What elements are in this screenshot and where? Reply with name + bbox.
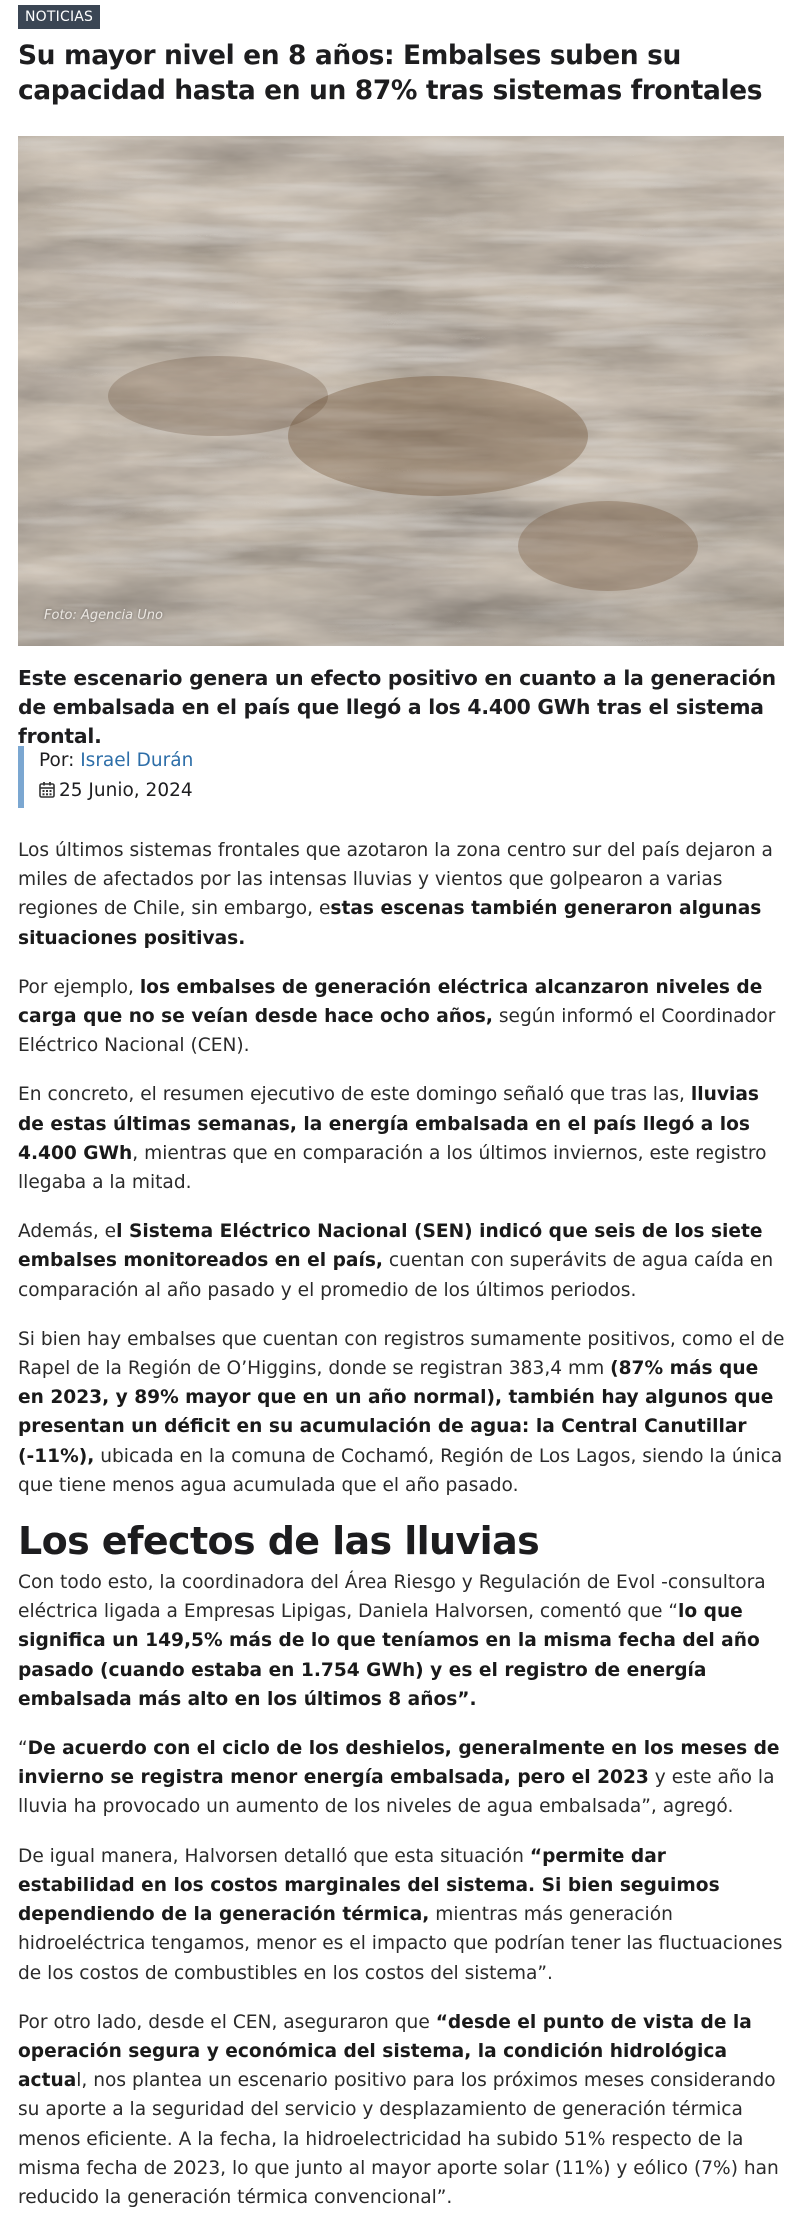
emphasis-text: De acuerdo con el ciclo de los deshielos, generalmente en los meses de invierno se registra menor energía embalsada, pero el 2023 <box>18 1738 780 1789</box>
body-paragraph <box>18 973 788 1061</box>
body-paragraph <box>18 1080 788 1197</box>
emphasis-text: lo que significa un 149,5% más de lo que teníamos en la misma fecha del año pasado (cuando estaba en 1.754 GWh) y es el registro de energía embalsada más alto en los últimos 8 años”. <box>18 1601 760 1710</box>
article-lead: Este escenario genera un efecto positivo en cuanto a la generación de embalsada en el país que llegó a los 4.400 GWh tras el sistema frontal. <box>18 666 776 748</box>
body-part-1 <box>18 836 788 1500</box>
emphasis-text: l Sistema Eléctrico Nacional (SEN) indicó que seis de los siete embalses monitoreados en el país, <box>18 1221 763 1272</box>
article-headline: Su mayor nivel en 8 años: Embalses suben su capacidad hasta en un 87% tras sistemas frontales <box>18 40 763 106</box>
paragraph-text: Además, e <box>18 1221 117 1243</box>
body-paragraph <box>18 1842 788 1988</box>
paragraph-text: ubicada en la comuna de Cochamó, Región de Los Lagos, siendo la única que tiene menos agua acumulada que el año pasado. <box>18 1445 783 1496</box>
body-part-2 <box>18 1568 788 2212</box>
paragraph-text: según informó el Coordinador Eléctrico Nacional (CEN). <box>18 1006 776 1057</box>
paragraph-text: Los últimos sistemas frontales que azotaron la zona centro sur del país dejaron a miles de afectados por las intensas lluvias y vientos que golpearon a varias regiones de Chile, sin embargo, e <box>18 840 773 920</box>
author-prefix: Por: <box>39 750 81 771</box>
emphasis-text: (87% más que en 2023, y 89% mayor que en un año normal), también hay algunos que presentan un déficit en su acumulación de agua: la Central Canutillar (-11%), <box>18 1358 774 1467</box>
section-title: Los efectos de las lluvias <box>18 1519 540 1564</box>
author-link[interactable]: Israel Durán <box>80 750 194 771</box>
emphasis-text: “desde el punto de vista de la operación segura y económica del sistema, la condición hidrológica actua <box>18 2011 752 2092</box>
body-paragraph <box>18 2008 788 2212</box>
emphasis-text: “permite dar estabilidad en los costos marginales del sistema. Si bien seguimos dependiendo de la generación térmica, <box>18 1845 720 1926</box>
category-badge[interactable]: NOTICIAS <box>18 5 100 29</box>
calendar-icon <box>39 778 55 808</box>
emphasis-text: stas escenas también generaron algunas situaciones positivas. <box>18 898 762 949</box>
date-line <box>39 776 193 808</box>
body-paragraph <box>18 836 788 953</box>
body-paragraph <box>18 1568 788 1714</box>
emphasis-text: lluvias de estas últimas semanas, la energía embalsada en el país llegó a los 4.400 GWh <box>18 1084 759 1164</box>
paragraph-text: mientras más generación hidroeléctrica tengamos, menor es el impacto que podrían tener las fluctuaciones de los costos de combustibles en los costos del sistema”. <box>18 1904 783 1984</box>
body-paragraph <box>18 1734 788 1822</box>
paragraph-text: Si bien hay embalses que cuentan con registros sumamente positivos, como el de Rapel de la Región de O’Higgins, donde se registran 383,4 mm <box>18 1328 785 1380</box>
hero-image <box>18 136 784 646</box>
paragraph-text: , mientras que en comparación a los últimos inviernos, este registro llegaba a la mitad. <box>18 1142 767 1194</box>
paragraph-text: Con todo esto, la coordinadora del Área Riesgo y Regulación de Evol -consultora eléctrica ligada a Empresas Lipigas, Daniela Halvorsen, comentó que “ <box>18 1572 766 1623</box>
paragraph-text: cuentan con superávits de agua caída en comparación al año pasado y el promedio de los últimos periodos. <box>18 1250 774 1301</box>
emphasis-text: los embalses de generación eléctrica alcanzaron niveles de carga que no se veían desde hace ocho años, <box>18 976 763 1028</box>
paragraph-text: Por otro lado, desde el CEN, aseguraron que <box>18 2011 436 2033</box>
paragraph-text: y este año la lluvia ha provocado un aumento de los niveles de agua embalsada”, agregó. <box>18 1767 775 1818</box>
body-paragraph <box>18 1217 788 1305</box>
paragraph-text: “ <box>18 1738 28 1760</box>
author-line <box>39 746 193 776</box>
byline <box>18 746 193 808</box>
photo-credit: Foto: Agencia Uno <box>44 608 163 623</box>
publish-date: 25 Junio, 2024 <box>59 780 193 801</box>
article-body <box>18 836 788 2232</box>
paragraph-text: Por ejemplo, <box>18 976 140 998</box>
paragraph-text: En concreto, el resumen ejecutivo de este domingo señaló que tras las, <box>18 1084 691 1106</box>
body-paragraph <box>18 1325 788 1500</box>
paragraph-text: De igual manera, Halvorsen detalló que esta situación <box>18 1845 530 1867</box>
paragraph-text: l, nos plantea un escenario positivo para los próximos meses considerando su aporte a la seguridad del servicio y desplazamiento de generación térmica menos eficiente. A la fecha, la hidroelectricidad ha subido 51% respecto de la misma fecha de 2023, lo que junto al mayor aporte solar (11%) y eólico (7%) han reducido la generación térmica convencional”. <box>18 2070 779 2208</box>
river-rapids-photo <box>18 136 784 646</box>
